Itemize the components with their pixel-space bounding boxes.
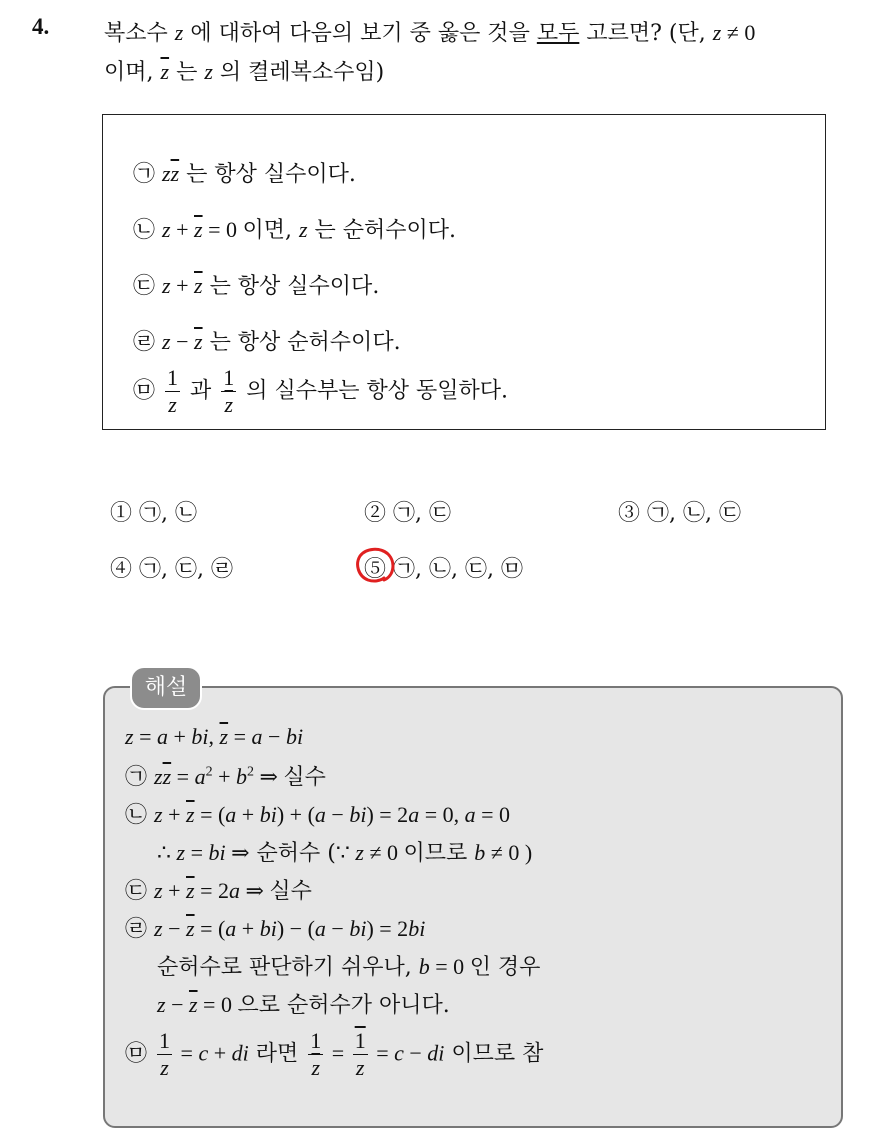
sol-text-3a: 순허수 (	[256, 841, 336, 866]
sol-text-1: 실수	[283, 765, 326, 790]
option-1[interactable]	[110, 496, 197, 527]
sol-line-7: 순허수로 판단하기 쉬우나, b = 0 인 경우	[157, 954, 541, 980]
q-text-4: 이며,	[104, 60, 154, 85]
statement-5-and: 과	[190, 378, 212, 404]
option-1-num: ①	[110, 501, 133, 526]
mark-giyeok: ㉠	[133, 162, 156, 187]
statement-4-text: 는 항상 순허수이다.	[209, 330, 401, 355]
option-5-num: ⑤	[364, 557, 387, 582]
q-text-3: 고르면? (단,	[586, 21, 706, 46]
q-underlined-all: 모두	[536, 21, 580, 46]
sol-line-4: ∴ z = bi ⇒ 순허수 (∵ z ≠ 0 이므로 b ≠ 0 )	[157, 840, 533, 866]
sol-text-8a: 라면	[255, 1041, 299, 1067]
solution-box	[103, 686, 843, 1128]
statement-5-text: 의 실수부는 항상 동일하다.	[246, 378, 509, 404]
option-3-items: ㉠, ㉡, ㉢	[647, 501, 741, 526]
option-2-items: ㉠, ㉢	[393, 501, 452, 526]
sol-line-6: ㉣ $z - \overline{z} = (a + bi) - (a - bi) = 2bi$	[125, 916, 426, 942]
answer-circle-mark	[354, 544, 398, 588]
option-2-num: ②	[364, 501, 387, 526]
sol-mark-4: ㉢	[125, 879, 148, 904]
statement-2-text2: 는 순허수이다.	[314, 218, 457, 243]
sol-line-1: z = a + bi, $\overline{z} = a$ − bi	[125, 724, 304, 749]
q-text-5: 는	[176, 60, 198, 85]
sol-text-7: 으로 순허수가 아니다.	[237, 993, 450, 1018]
solution-tag: 해설	[130, 666, 202, 710]
sol-line-9: ㉤ $\frac{1}{z}$ = c + di 라면 $\frac{1}{z}$ = $\frac{1}{z}$ = c − di 이므로 참	[125, 1028, 544, 1080]
sol-text-6b: 인 경우	[469, 955, 541, 980]
q-text-2: 에 대하여 다음의 보기 중 옳은 것을	[190, 21, 530, 46]
mark-nieun: ㉡	[133, 218, 156, 243]
option-2[interactable]	[364, 496, 451, 527]
sol-line-3: ㉡ $z + \overline{z} = (a + bi) + (a - bi) = 2a = 0$, a = 0	[125, 802, 511, 828]
sol-mark-2: ㉡	[125, 803, 148, 828]
option-5-items: ㉠, ㉡, ㉢, ㉤	[393, 557, 523, 582]
statement-2-text: 이면,	[242, 218, 292, 243]
sol-text-8b: 이므로 참	[451, 1041, 544, 1067]
sol-mark-5: ㉣	[125, 917, 148, 942]
option-1-items: ㉠, ㉡	[139, 501, 198, 526]
sol-text-4: 실수	[269, 879, 312, 904]
option-4[interactable]	[110, 552, 233, 583]
mark-rieul: ㉣	[133, 330, 156, 355]
sol-mark-1: ㉠	[125, 765, 148, 790]
sol-line-5: ㉢ $z + \overline{z} = 2a$ ⇒ 실수	[125, 878, 312, 904]
statement-4: ㉣ $z - \overline{z}$ 는 항상 순허수이다.	[133, 329, 401, 355]
option-3-num: ③	[618, 501, 641, 526]
statement-1: ㉠ $z\overline{z}$ 는 항상 실수이다.	[133, 161, 356, 187]
statement-5: ㉤ $\frac{1}{z}$ 과 $\frac{1}{z}$ 의 실수부는 항상 동일하다.	[133, 365, 509, 417]
sol-line-2: ㉠ $z\overline{z} = a^2 + b^2$ ⇒ 실수	[125, 764, 326, 790]
q-text-1: 복소수	[104, 21, 168, 46]
mark-mieum: ㉤	[133, 378, 156, 404]
q-text-6: 의 켤레복소수임)	[219, 60, 385, 85]
sol-mark-8: ㉤	[125, 1041, 148, 1067]
option-4-num: ④	[110, 557, 133, 582]
question-number: 4.	[32, 14, 50, 39]
sol-line-8: $z - \overline{z} = 0$ 으로 순허수가 아니다.	[157, 992, 450, 1018]
mark-digeut: ㉢	[133, 274, 156, 299]
sol-text-6: 순허수로 판단하기 쉬우나,	[157, 955, 412, 980]
option-3[interactable]	[618, 496, 741, 527]
statement-3: ㉢ $z + \overline{z}$ 는 항상 실수이다.	[133, 273, 380, 299]
option-4-items: ㉠, ㉢, ㉣	[139, 557, 233, 582]
statement-2: ㉡ $z + \overline{z} = 0$ 이면, z 는 순허수이다.	[133, 217, 457, 243]
statement-box	[102, 114, 826, 430]
sol-text-3b: 이므로	[403, 841, 468, 866]
statement-3-text: 는 항상 실수이다.	[209, 274, 380, 299]
statement-1-text: 는 항상 실수이다.	[186, 162, 356, 187]
question-text: 복소수 z 에 대하여 다음의 보기 중 옳은 것을 모두 고르면? (단, z ≠ 0 이며, $\overline{z}$ 는 z 의 켤레복소수임)	[104, 20, 756, 85]
